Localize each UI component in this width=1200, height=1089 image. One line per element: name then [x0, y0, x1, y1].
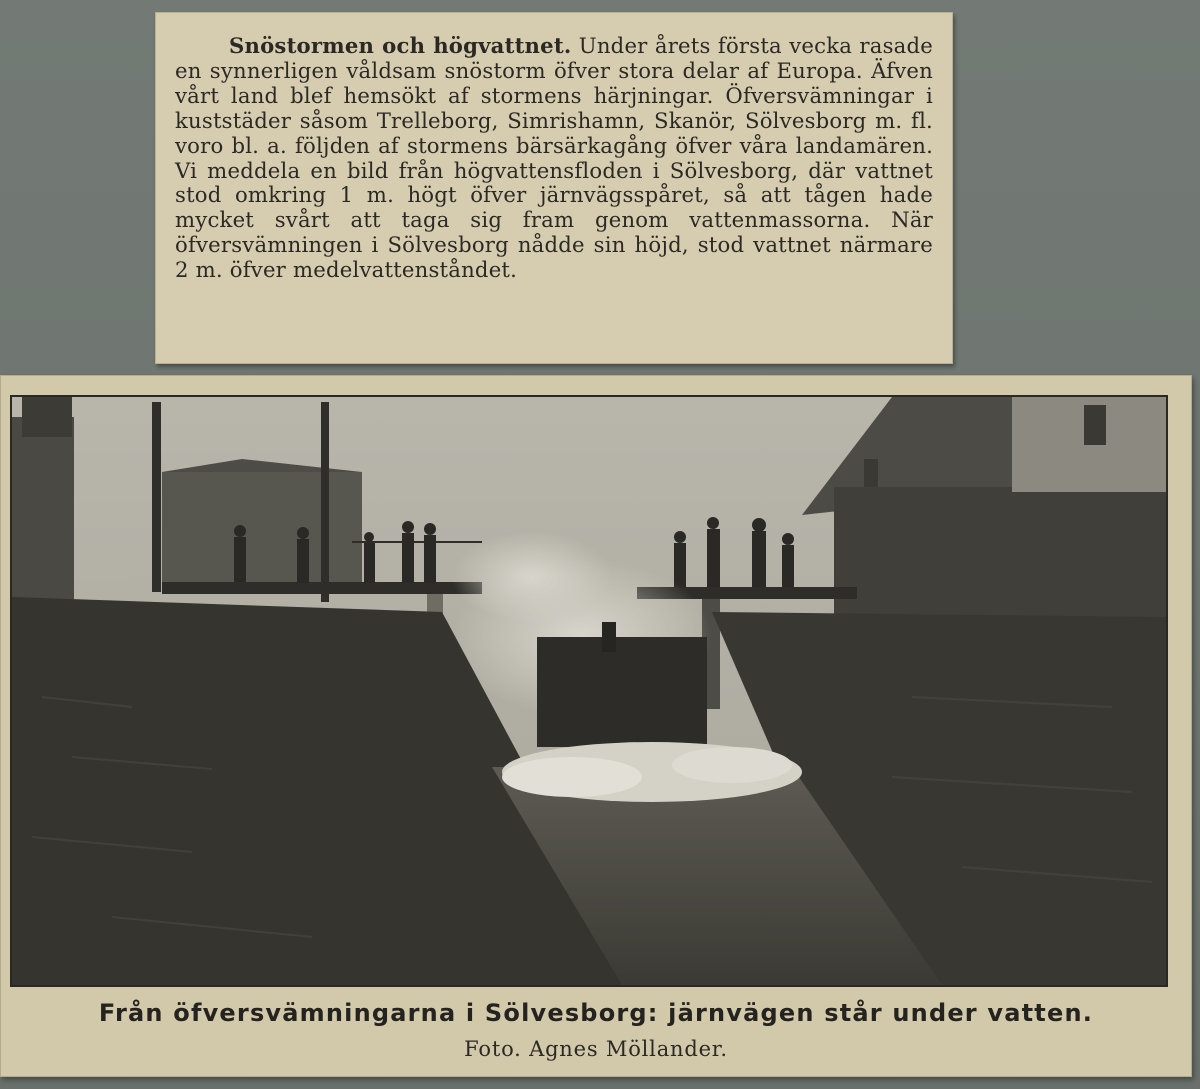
photo-caption: Från öfversvämningarna i Sölvesborg: järnvägen står under vatten.	[98, 999, 1094, 1027]
article-body: Under årets första vecka rasade en synnerligen våldsam snöstorm öfver stora delar af Europa. Äfven vårt land blef hemsökt af stormens härjningar. Öfversvämningar i kuststäder såsom Trelleborg, Simrishamn, Skanör, Sölvesborg m. fl. voro bl. a. följden af stormens bärsärkagång öfver våra landamären. Vi meddela en bild från högvattensfloden i Sölvesborg, där vattnet stod omkring 1 m. högt öfver järnvägsspåret, så att tågen hade mycket svårt att taga sig fram genom vattenmassorna. När öfversvämningen i Sölvesborg nådde sin höjd, stod vattnet närmare 2 m. öfver medelvattenståndet.	[175, 33, 934, 283]
article-title: Snöstormen och högvattnet.	[229, 33, 572, 58]
photo-credit: Foto. Agnes Möllander.	[464, 1037, 728, 1061]
article-clipping	[155, 12, 953, 364]
article-text	[175, 34, 933, 283]
flood-photograph	[10, 395, 1168, 987]
flood-photo-illustration	[12, 397, 1166, 985]
photo-clipping	[0, 375, 1192, 1077]
